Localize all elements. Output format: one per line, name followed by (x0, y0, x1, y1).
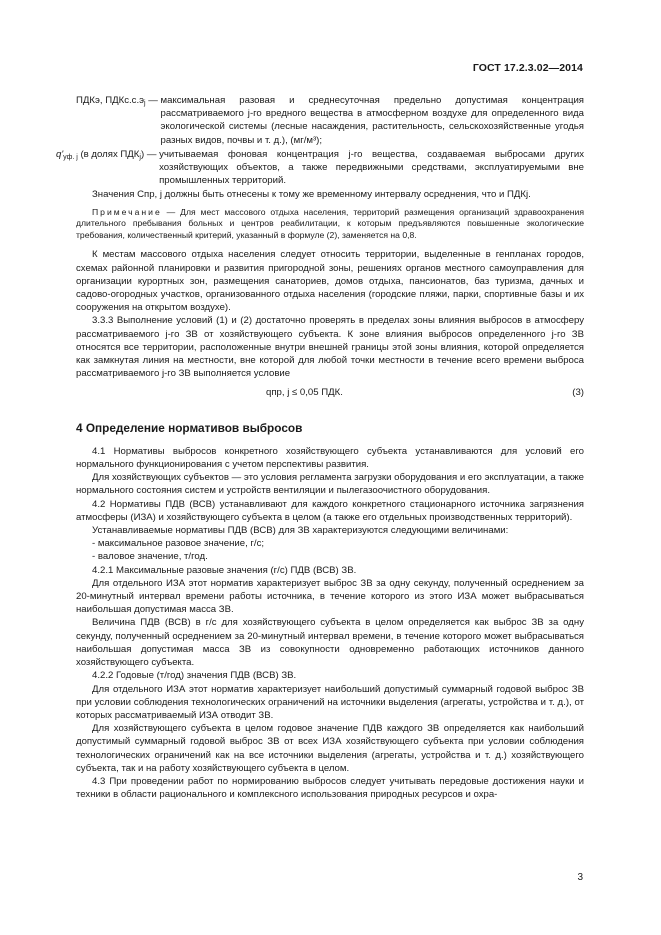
paragraph: 4.3 При проведении работ по нормированию выбросов следует учитывать передовые достижения науки и техники в области рационального и комплексного использования природных ресурсов и охра- (76, 775, 584, 801)
note (76, 207, 584, 242)
formula-3 (76, 386, 584, 399)
definition-background (56, 148, 584, 188)
paragraph: 4.2.2 Годовые (т/год) значения ПДВ (ВСВ) ЗВ. (92, 670, 297, 682)
formula-expression: qпр, j ≤ 0,05 ПДК. (266, 387, 343, 399)
paragraph: Для хозяйствующих субъектов — это условия регламента загрузки оборудования и его эксплуатации, а также нормального состояния систем и устройств вентиляции и пылегазоочистного оборудования. (76, 472, 584, 497)
list-item: - валовое значение, т/год. (92, 551, 208, 563)
paragraph: 4.2 Нормативы ПДВ (ВСВ) устанавливают для каждого конкретного стационарного источника загрязнения атмосферы (ИЗА) и хозяйствующего субъекта в целом (а также его отдельных производственных территорий). (76, 498, 584, 523)
note-text: — Для мест массового отдыха населения, территорий размещения организаций здравоохранения длительного пребывания больных и центров реабилитации, к которым предъявляются повышенные экологические требования, количественный критерий, указанный в формуле (2), заменяется на 0,8. (76, 206, 584, 240)
definition-description: учитываемая фоновая концентрация j-го вещества, создаваемая выбросами других хозяйствующих объектов, а также передвижными средствами, эксплуатируемыми вне промышленных территорий. (159, 148, 584, 187)
list-item: - максимальное разовое значение, г/с; (92, 538, 265, 550)
paragraph: Устанавливаемые нормативы ПДВ (ВСВ) для ЗВ характеризуются следующими величинами: (92, 525, 509, 537)
definition-pdk (76, 94, 584, 147)
paragraph: Для отдельного ИЗА этот норматив характеризует наибольший допустимый суммарный годовой выброс ЗВ при условии соблюдения технологических ограничений на источники выделения (агрегаты, устройства и т. д.), от которых рассматриваемый ИЗА отводит ЗВ. (76, 683, 584, 721)
paragraph: Для отдельного ИЗА этот норматив характеризует выброс ЗВ за одну секунду, полученный осреднением за 20-минутный интервал времени работы источника, в течение которого из этого ИЗА может выбрасываться наибольшая допустимая масса ЗВ. (76, 577, 584, 616)
section-title: 4 Определение нормативов выбросов (76, 420, 303, 435)
definition-term: ПДКэ, $ПДКс.с.э_j$ — (76, 95, 161, 107)
page-number: 3 (577, 872, 583, 883)
formula-number: (3) (572, 387, 584, 399)
definition-term: $q'_{уф. j}$ (в долях $ПДК_j$) — (56, 148, 160, 161)
definition-description: максимальная разовая и среднесуточная предельно допустимая концентрация рассматриваемого j-го вредного вещества в атмосферном воздухе для определенного вида экологической системы (лесные насаждения, растительность, сельскохозяйственные угодья разных видов, почвы и т. д.), (мг/м³); (160, 95, 584, 146)
page-content (56, 94, 584, 801)
note-label: Примечание (92, 206, 162, 217)
paragraph: Величина ПДВ (ВСВ) в г/с для хозяйствующего субъекта в целом определяется как выброс ЗВ за одну секунду, полученный осреднением за 20-минутный интервал времени, в течение которого может выбрасываться наибольшая допустимая масса ЗВ из совокупности одновременно работающих источников данного хозяйствующего субъекта. (76, 617, 584, 669)
paragraph: Для хозяйствующего субъекта в целом годовое значение ПДВ каждого ЗВ определяется как наибольший допустимый суммарный годовой выброс ЗВ от всех ИЗА хозяйствующего субъекта при условии соблюдения технологических ограничений как на все источники выделения (агрегаты, устройства и т. д.) хозяйствующего субъекта, так и на работу хозяйствующего субъекта в целом. (76, 723, 584, 774)
paragraph: К местам массового отдыха населения следует относить территории, выделенные в генпланах городов, схемах районной планировки и развития пригородной зоны, решениях органов местного самоуправления для организации курортных зон, размещения санаториев, домов отдыха, пансионатов, баз туризма, дачных и садово-огородных участков, организованного отдыха населения (городские пляжи, парки, спортивные базы и их сооружения на открытом воздухе). (76, 249, 584, 314)
paragraph: 3.3.3 Выполнение условий (1) и (2) достаточно проверять в пределах зоны влияния выбросов в атмосферу рассматриваемого j-го ЗВ от хозяйствующего субъекта. К зоне влияния выбросов определенного j-го ЗВ относятся все территории, расположенные внутри внешней границы этой зоны влияния, которой определяется как замкнутая линия на местности, вне которой для любой точки местности в течение всего времени выброса рассматриваемого j-го ЗВ выполняется условие (76, 315, 584, 380)
paragraph: 4.2.1 Максимальные разовые значения (г/с) ПДВ (ВСВ) ЗВ. (92, 564, 357, 576)
paragraph: 4.1 Нормативы выбросов конкретного хозяйствующего субъекта устанавливаются для условий его нормального функционирования с учетом перспективы развития. (76, 445, 584, 471)
standard-code: ГОСТ 17.2.3.02—2014 (472, 62, 583, 74)
values-sentence: Значения Cпр, j должны быть отнесены к тому же временному интервалу осреднения, что и ПДКj. (92, 189, 531, 201)
